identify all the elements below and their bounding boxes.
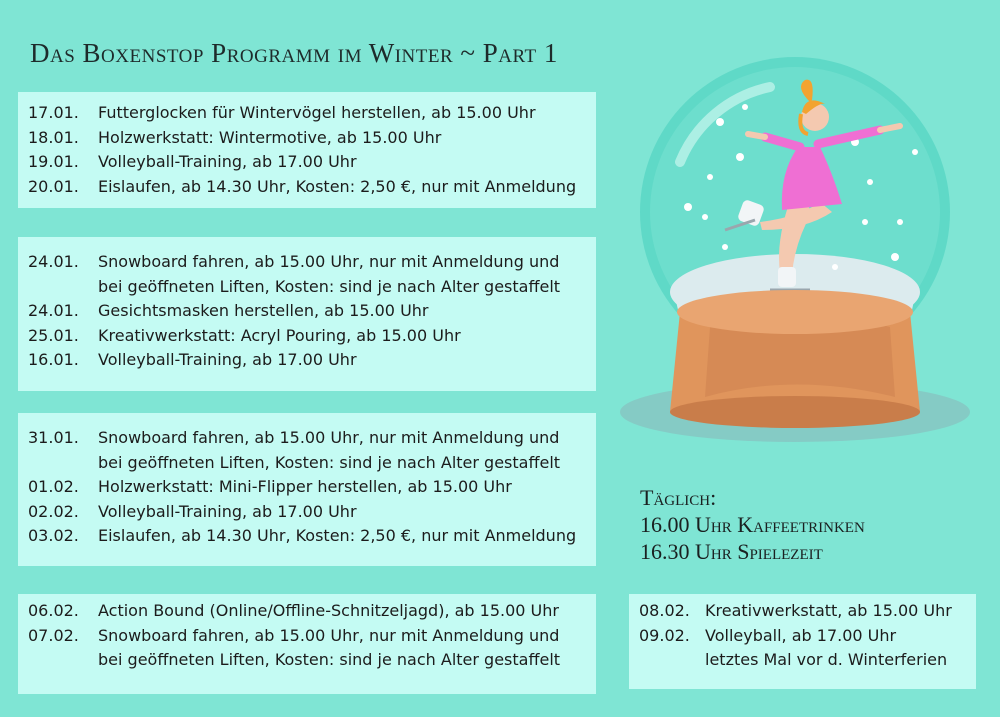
schedule-entry	[28, 324, 586, 349]
schedule-entry	[28, 500, 586, 525]
daily-line: 16.00 Uhr Kaffeetrinken	[640, 512, 865, 537]
entry-date: 20.01.	[28, 176, 79, 196]
daily-line: 16.30 Uhr Spielezeit	[640, 539, 823, 564]
entry-date: 18.01.	[28, 127, 79, 147]
entry-text: Volleyball, ab 17.00 Uhr	[705, 625, 897, 645]
schedule-box-week-4a	[18, 594, 596, 694]
entry-date: 09.02.	[639, 625, 690, 645]
entry-date: 19.01.	[28, 152, 79, 171]
entry-date: 08.02.	[639, 601, 690, 620]
entry-text: Eislaufen, ab 14.30 Uhr, Kosten: 2,50 €, nur mit Anmeldung	[98, 526, 577, 545]
entry-text: bei geöffneten Liften, Kosten: sind je nach Alter gestaffelt	[98, 452, 561, 472]
schedule-box-week-3	[18, 413, 596, 566]
schedule-entry	[28, 101, 586, 126]
schedule-entry	[28, 299, 586, 324]
entry-date: 06.02.	[28, 601, 79, 620]
schedule-entry	[28, 348, 586, 373]
entry-text: Action Bound (Online/Offline-Schnitzeljagd), ab 15.00 Uhr	[98, 601, 559, 620]
schedule-entry	[28, 648, 586, 673]
daily-heading: Täglich:	[640, 485, 717, 510]
entry-text: Snowboard fahren, ab 15.00 Uhr, nur mit Anmeldung und	[98, 625, 560, 645]
entry-text: bei geöffneten Liften, Kosten: sind je nach Alter gestaffelt	[98, 276, 561, 296]
entry-date: 31.01.	[28, 428, 79, 447]
schedule-entry	[639, 648, 966, 673]
entry-text: letztes Mal vor d. Winterferien	[705, 650, 948, 669]
schedule-entry	[639, 624, 966, 649]
entry-date: 01.02.	[28, 477, 79, 496]
schedule-entry	[28, 175, 586, 200]
schedule-entry	[28, 451, 586, 476]
entry-text: Volleyball-Training, ab 17.00 Uhr	[98, 152, 357, 171]
globe-base	[670, 290, 920, 428]
entry-text: Eislaufen, ab 14.30 Uhr, Kosten: 2,50 €, nur mit Anmeldung	[98, 176, 577, 196]
entry-date: 02.02.	[28, 501, 79, 521]
schedule-entry	[639, 599, 966, 624]
entry-text: Snowboard fahren, ab 15.00 Uhr, nur mit Anmeldung und	[98, 252, 560, 271]
schedule-entry	[28, 475, 586, 500]
entry-text: Holzwerkstatt: Wintermotive, ab 15.00 Uhr	[98, 127, 442, 147]
schedule-entry	[28, 426, 586, 451]
schedule-entry	[28, 599, 586, 624]
entry-date: 24.01.	[28, 301, 79, 320]
snow-globe-illustration	[620, 52, 970, 452]
schedule-entry	[28, 624, 586, 649]
daily-schedule	[640, 484, 865, 565]
entry-date: 16.01.	[28, 350, 79, 369]
entry-date: 07.02.	[28, 625, 79, 645]
schedule-entry	[28, 150, 586, 175]
entry-date: 25.01.	[28, 325, 79, 345]
entry-text: Snowboard fahren, ab 15.00 Uhr, nur mit Anmeldung und	[98, 428, 560, 447]
schedule-entry	[28, 250, 586, 275]
schedule-box-week-2	[18, 237, 596, 391]
entry-date: 17.01.	[28, 103, 79, 122]
entry-text: Kreativwerkstatt: Acryl Pouring, ab 15.00 Uhr	[98, 325, 461, 345]
schedule-box-week-1	[18, 92, 596, 208]
entry-text: Holzwerkstatt: Mini-Flipper herstellen, ab 15.00 Uhr	[98, 477, 512, 496]
entry-date: 24.01.	[28, 252, 79, 271]
entry-date: 03.02.	[28, 526, 79, 545]
entry-text: Futterglocken für Wintervögel herstellen, ab 15.00 Uhr	[98, 103, 536, 122]
entry-text: Volleyball-Training, ab 17.00 Uhr	[98, 350, 357, 369]
entry-text: bei geöffneten Liften, Kosten: sind je nach Alter gestaffelt	[98, 650, 561, 669]
page-title: Das Boxenstop Programm im Winter ~ Part 1	[30, 38, 558, 68]
schedule-entry	[28, 524, 586, 549]
entry-text: Kreativwerkstatt, ab 15.00 Uhr	[705, 601, 952, 620]
schedule-entry	[28, 275, 586, 300]
entry-text: Gesichtsmasken herstellen, ab 15.00 Uhr	[98, 301, 429, 320]
schedule-box-week-4b	[629, 594, 976, 689]
entry-text: Volleyball-Training, ab 17.00 Uhr	[98, 501, 357, 521]
schedule-entry	[28, 126, 586, 151]
